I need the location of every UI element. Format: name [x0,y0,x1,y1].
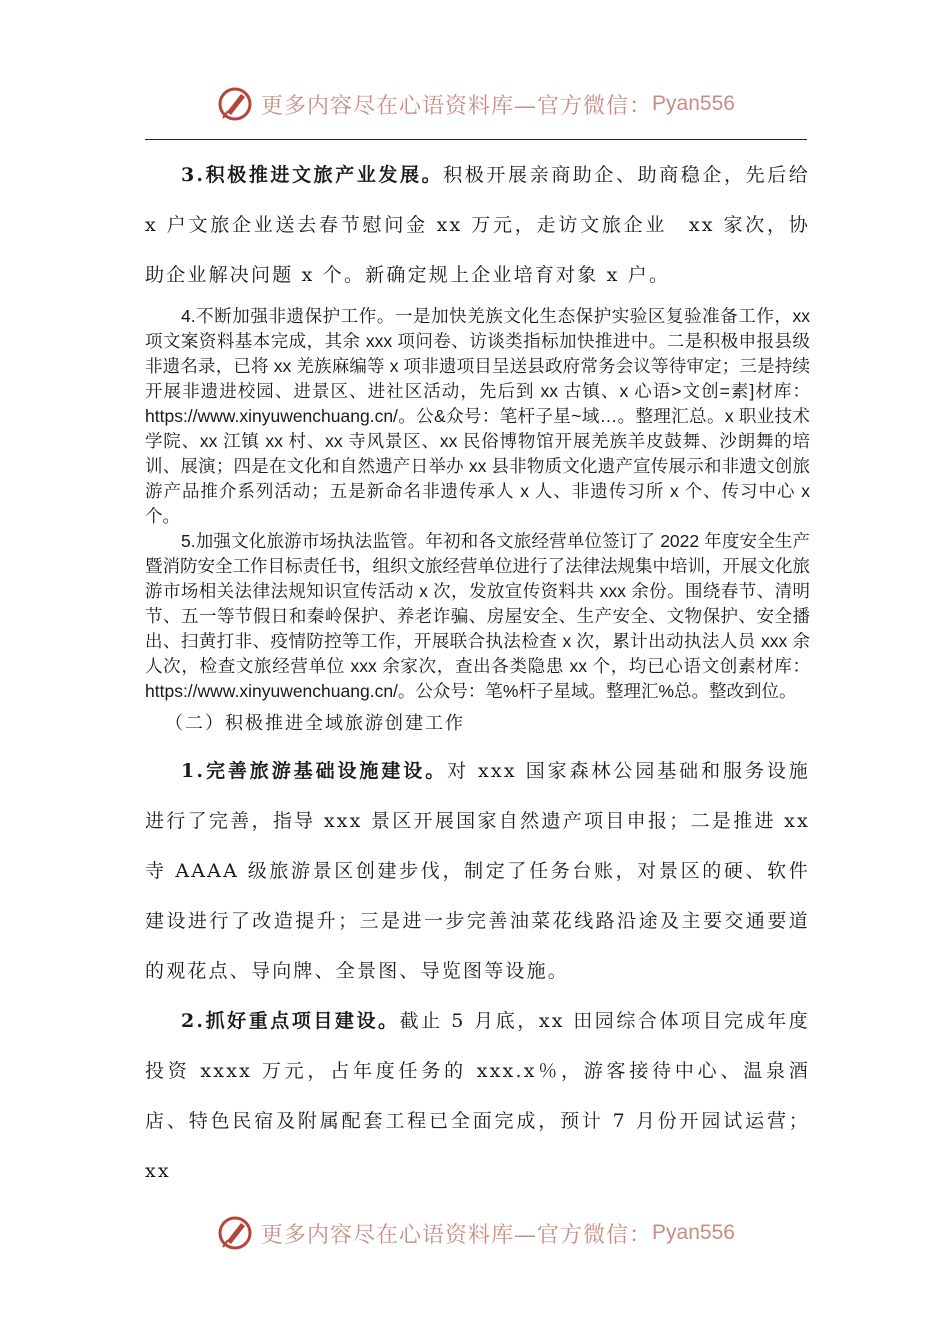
header-watermark [0,84,950,124]
paragraph-title: 2.抓好重点项目建设。 [181,1010,400,1032]
paragraph-text: 截止 5 月底，xx 田园综合体项目完成年度投资 xxxx 万元，占年度任务的 xxx.x％，游客接待中心、温泉酒店、特色民宿及附属配套工程已全面完成，预计 7 月份开园试运营；xx [145,1010,810,1182]
footer-watermark [0,1213,950,1253]
paragraph-key-projects [145,996,810,1196]
paragraph-text: 积极开展亲商助企、助商稳企，先后给 x 户文旅企业送去春节慰问金 xx 万元，走访文旅企业 xx 家次，协助企业解决问题 x 个。新确定规上企业培育对象 x 户。 [145,164,810,286]
header-watermark-text: 更多内容尽在心语资料库—官方微信： [261,93,653,119]
footer-watermark-text: 更多内容尽在心语资料库—官方微信： [261,1222,653,1248]
header-rule [145,139,807,140]
paragraph-heritage-protection: 4.不断加强非遗保护工作。一是加快羌族文化生态保护实验区复验准备工作，xx 项文案资料基本完成，其余 xxx 项问卷、访谈类指标加快推进中。二是积极申报县级非遗名录，已将 xx 羌族麻编等 x 项非遗项目呈送县政府常务会议等待审定；三是持续开展非遗进校园、进景区、进社区活动，先后到 xx 古镇、x 心语>文创=素]材库：https://www.xinyuwenchuang.cn/。公&众号：笔杆子星~域…。整理汇总。x 职业技术学院、xx 江镇 xx 村、xx 寺风景区、xx 民俗博物馆开展羌族羊皮鼓舞、沙朗舞的培训、展演；四是在文化和自然遗产日举办 xx 县非物质文化遗产宣传展示和非遗文创旅游产品推介系列活动；五是新命名非遗传承人 x 人、非遗传习所 x 个、传习中心 x 个。 [145,306,810,526]
paragraph-industry-development [145,150,810,300]
paragraph-title: 3.积极推进文旅产业发展。 [181,164,444,186]
paragraph-tourism-infrastructure [145,746,810,996]
paragraph-text: 对 xxx 国家森林公园基础和服务设施进行了完善，指导 xxx 景区开展国家自然遗产项目申报；二是推进 xx 寺 AAAA 级旅游景区创建步伐，制定了任务台账，对景区的硬、软件建设进行了改造提升；三是进一步完善油菜花线路沿途及主要交通要道的观花点、导向牌、全景图、导览图等设施。 [145,760,811,982]
document-body [145,150,810,1196]
pen-logo-icon [215,84,255,124]
paragraph-title: 1.完善旅游基础设施建设。 [181,760,448,782]
footer-watermark-id: Pyan556 [652,1221,735,1244]
section-heading-tourism: （二）积极推进全域旅游创建工作 [165,713,465,734]
header-watermark-id: Pyan556 [652,92,735,115]
paragraph-market-supervision: 5.加强文化旅游市场执法监管。年初和各文旅经营单位签订了 2022 年度安全生产暨消防安全工作目标责任书，组织文旅经营单位进行了法律法规集中培训，开展文化旅游市场相关法律法规知识宣传活动 x 次，发放宣传资料共 xxx 余份。围绕春节、清明节、五一等节假日和秦岭保护、养老诈骗、房屋安全、生产安全、文物保护、安全播出、扫黄打非、疫情防控等工作，开展联合执法检查 x 次，累计出动执法人员 xxx 余人次，检查文旅经营单位 xxx 余家次，查出各类隐患 xx 个，均已心语文创素材库：https://www.xinyuwenchuang.cn/。公众号：笔%杆子星域。整理汇%总。整改到位。 [145,531,810,701]
pen-logo-icon [215,1213,255,1253]
